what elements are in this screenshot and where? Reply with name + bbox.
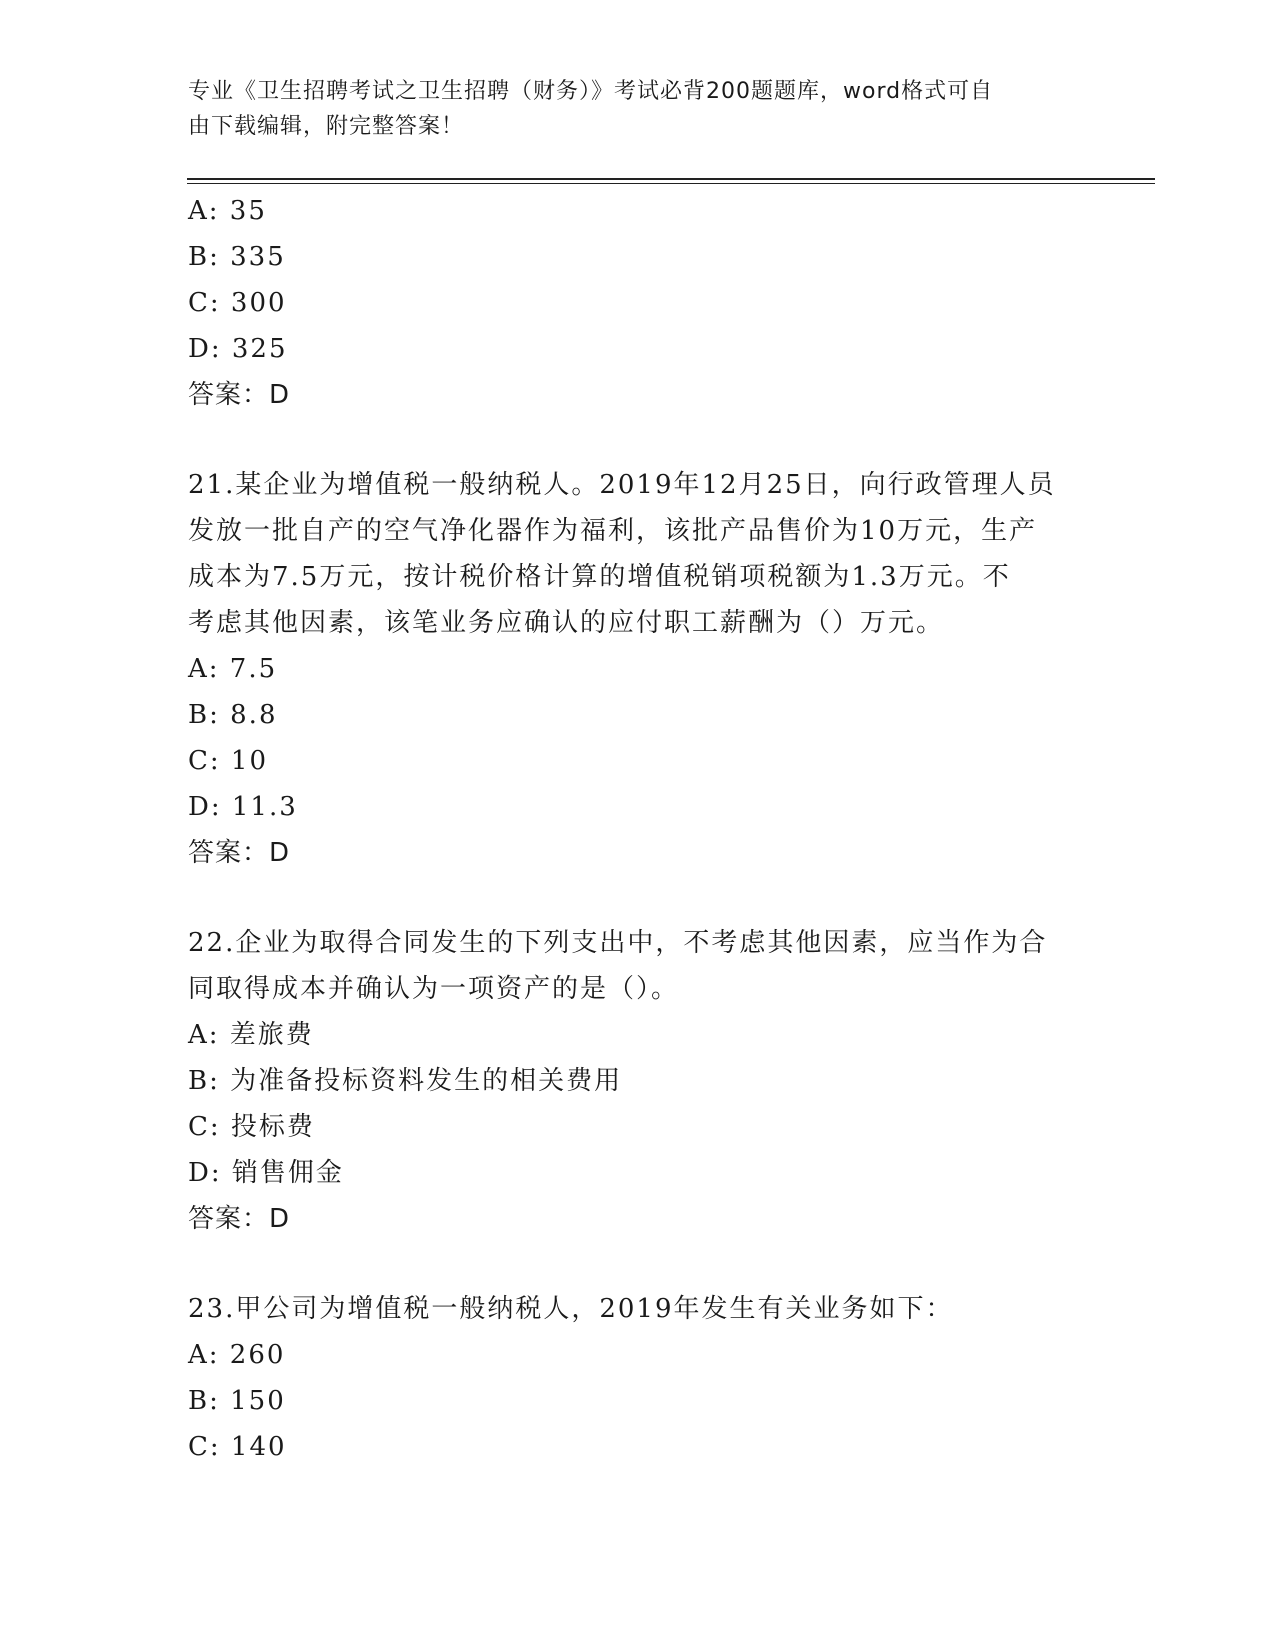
question-21 [188, 462, 1088, 876]
q23-option-a: A: 260 [188, 1340, 286, 1370]
q21-stem-line-2: 发放一批自产的空气净化器作为福利，该批产品售价为10万元，生产 [188, 516, 1038, 546]
q20-option-a: A: 35 [188, 196, 267, 226]
q20-option-d: D: 325 [188, 334, 288, 364]
header-line-2: 由下载编辑，附完整答案！ [188, 114, 465, 139]
q23-option-c: C: 140 [188, 1432, 287, 1462]
q21-stem-line-4: 考虑其他因素，该笔业务应确认的应付职工薪酬为（）万元。 [188, 608, 945, 638]
q20-option-b: B: 335 [188, 242, 286, 272]
q21-answer: 答案：D [188, 838, 291, 868]
header-line-1: 专业《卫生招聘考试之卫生招聘（财务）》考试必背200题题库，word格式可自 [188, 79, 994, 104]
q21-stem-line-3: 成本为7.5万元，按计税价格计算的增值税销项税额为1.3万元。不 [188, 562, 1011, 592]
question-spacer [188, 1242, 1088, 1286]
document-header [188, 74, 1068, 144]
q21-option-c: C: 10 [188, 746, 269, 776]
q20-answer: 答案：D [188, 380, 291, 410]
q21-option-d: D: 11.3 [188, 792, 298, 822]
q22-option-c: C: 投标费 [188, 1112, 315, 1142]
question-list [188, 188, 1088, 1470]
q21-option-b: B: 8.8 [188, 700, 278, 730]
q22-answer: 答案：D [188, 1204, 291, 1234]
q23-option-b: B: 150 [188, 1386, 286, 1416]
header-divider-thick [187, 178, 1155, 180]
q22-stem-line-2: 同取得成本并确认为一项资产的是（）。 [188, 974, 680, 1004]
question-23 [188, 1286, 1088, 1470]
q22-option-b: B: 为准备投标资料发生的相关费用 [188, 1066, 623, 1096]
header-divider-thin [187, 183, 1155, 184]
question-spacer [188, 876, 1088, 920]
q22-stem-line-1: 22.企业为取得合同发生的下列支出中，不考虑其他因素，应当作为合 [188, 928, 1048, 958]
question-spacer [188, 418, 1088, 462]
question-20 [188, 188, 1088, 418]
q23-stem-line-1: 23.甲公司为增值税一般纳税人，2019年发生有关业务如下： [188, 1294, 954, 1324]
q21-stem-line-1: 21.某企业为增值税一般纳税人。2019年12月25日，向行政管理人员 [188, 470, 1056, 500]
q20-option-c: C: 300 [188, 288, 287, 318]
q21-option-a: A: 7.5 [188, 654, 278, 684]
q22-option-a: A: 差旅费 [188, 1020, 314, 1050]
q22-option-d: D: 销售佣金 [188, 1158, 344, 1188]
question-22 [188, 920, 1088, 1242]
